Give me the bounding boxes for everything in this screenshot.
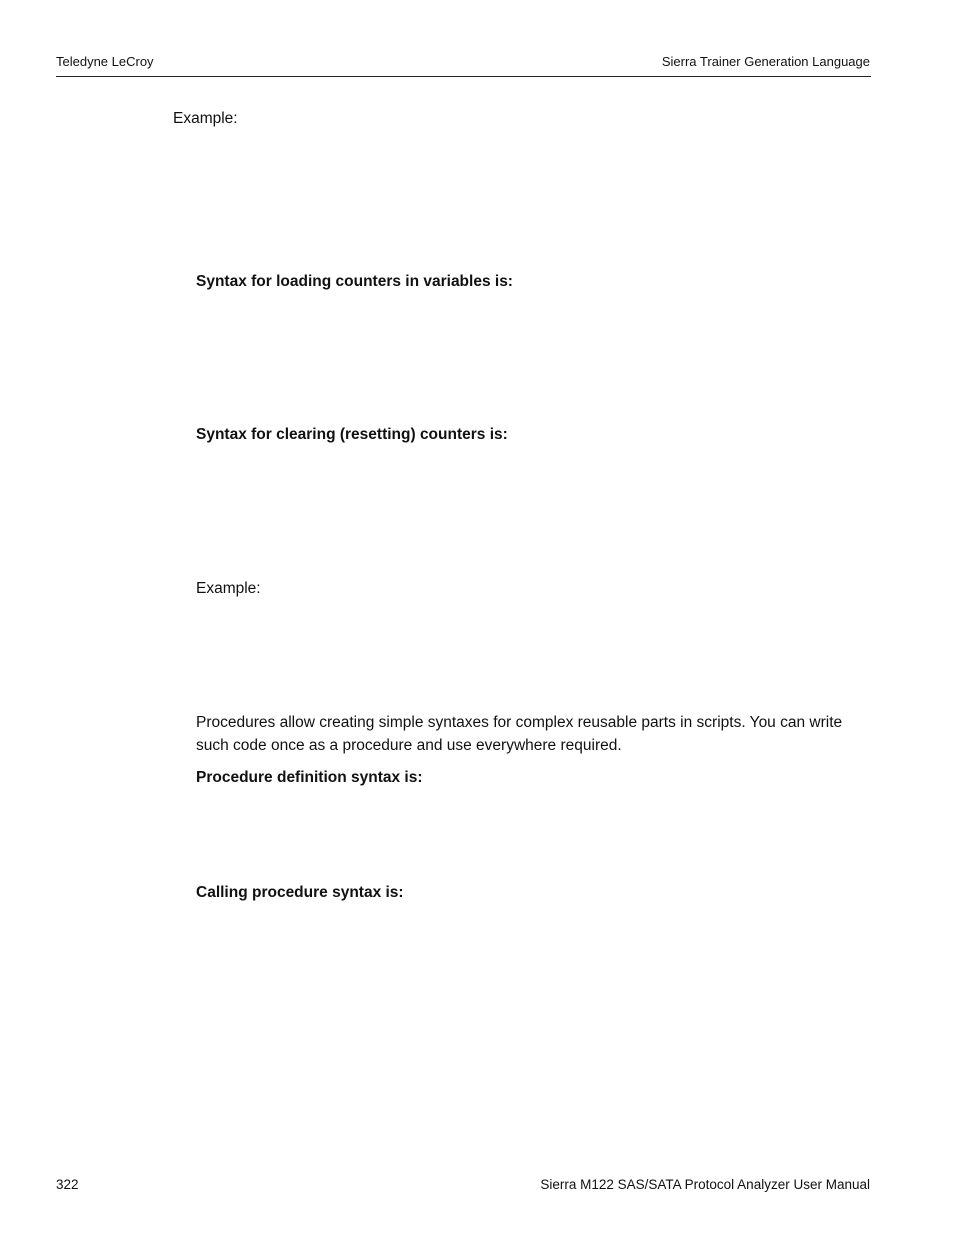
page-footer (56, 1177, 871, 1197)
heading-clearing-counters: Syntax for clearing (resetting) counters is: (196, 426, 508, 443)
heading-procedure-definition: Procedure definition syntax is: (196, 769, 423, 786)
heading-loading-counters: Syntax for loading counters in variables is: (196, 273, 513, 290)
header-company: Teledyne LeCroy (56, 54, 154, 69)
example-label-2: Example: (196, 580, 261, 597)
page-number: 322 (56, 1177, 79, 1192)
heading-calling-procedure: Calling procedure syntax is: (196, 884, 404, 901)
example-label-1: Example: (173, 110, 238, 127)
header-section-title: Sierra Trainer Generation Language (661, 54, 870, 69)
procedures-paragraph: Procedures allow creating simple syntaxes for complex reusable parts in scripts. You can write such code once as a procedure and use everywhere required. (196, 714, 843, 754)
page-header (56, 52, 871, 77)
footer-manual-title: Sierra M122 SAS/SATA Protocol Analyzer User Manual (540, 1177, 870, 1192)
